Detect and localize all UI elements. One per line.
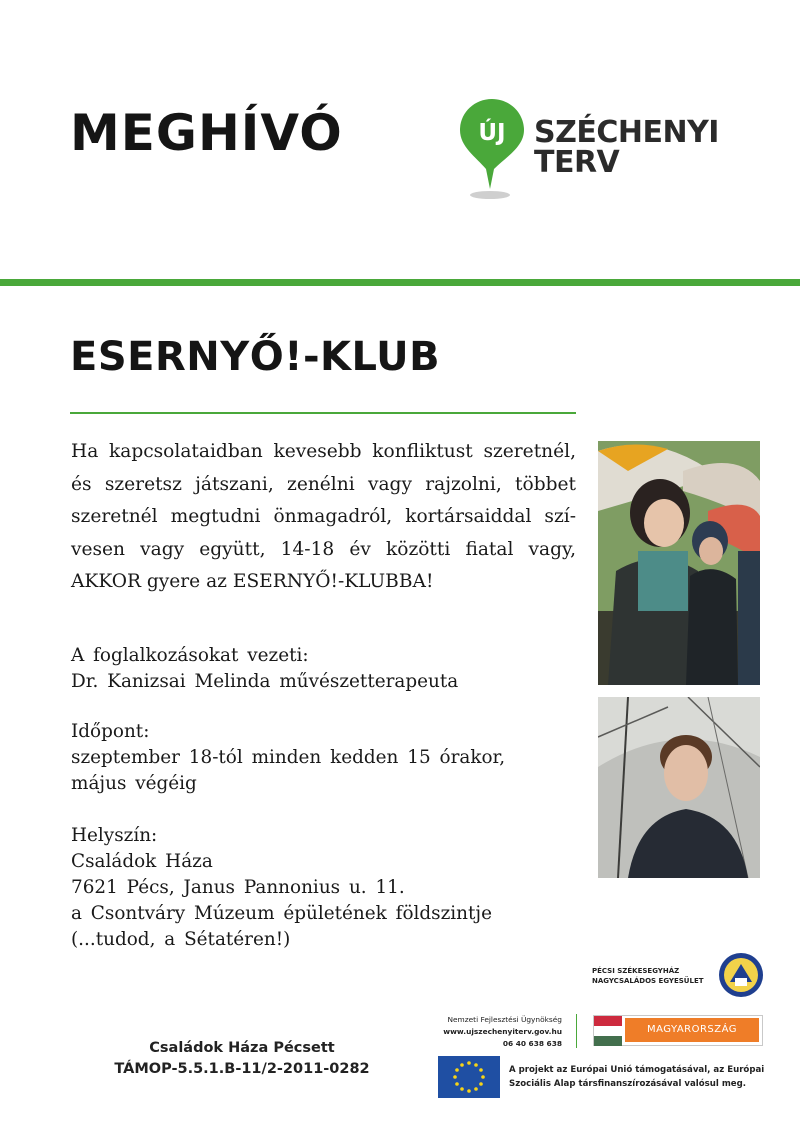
eu-funding-note (509, 1063, 764, 1091)
nfu-phone: 06 40 638 638 (502, 1039, 562, 1048)
leader-block (71, 643, 458, 695)
place-line: a Csontváry Múzeum épületének földszintje (71, 903, 493, 924)
time-line: szeptember 18-tól minden kedden 15 órakor, (71, 747, 506, 768)
time-block (71, 719, 505, 797)
eu-note-line: Szociális Alap társfinanszírozásával valósul meg. (509, 1079, 747, 1089)
intro-line: Ha kapcsolataidban kevesebb konfliktust szeretnél, (71, 441, 576, 462)
project-code: TÁMOP-5.5.1.B-11/2-2011-0282 (114, 1061, 370, 1077)
time-label: Időpont: (71, 721, 150, 742)
hungarian-flag-icon (594, 1016, 622, 1046)
uj-szechenyi-terv-pin-logo (458, 97, 526, 201)
title-underline (70, 412, 576, 414)
intro-line: vesen vagy együtt, 14-18 év közötti fiatal vagy, (71, 538, 576, 560)
place-block (71, 823, 492, 953)
place-line: (...tudod, a Sétatéren!) (71, 929, 291, 950)
logo-wordmark: SZÉCHENYI TERV (534, 115, 719, 180)
photo-boy-with-umbrella (598, 697, 760, 878)
footer-divider (576, 1014, 577, 1048)
nfu-name: Nemzeti Fejlesztési Ügynökség (447, 1015, 562, 1024)
page-title: MEGHÍVÓ (70, 104, 343, 162)
intro-line: és szeretsz játszani, zenélni vagy rajzolni, többet (71, 473, 576, 495)
photo-girl-with-umbrella (598, 441, 760, 685)
association-line: NAGYCSALÁDOS EGYESÜLET (592, 977, 704, 985)
time-line: május végéig (71, 773, 197, 794)
leader-label: A foglalkozásokat vezeti: (71, 645, 309, 666)
association-name (592, 966, 704, 986)
intro-line: AKKOR gyere az ESERNYŐ!-KLUBBA! (71, 571, 434, 593)
footer-organization (70, 1038, 414, 1080)
renewal-badge: MAGYARORSZÁG MEGÚJUL (625, 1018, 759, 1042)
nfu-contact (412, 1014, 562, 1050)
association-seal-icon (718, 952, 764, 998)
association-line: PÉCSI SZÉKESEGYHÁZ (592, 967, 680, 975)
intro-paragraph (71, 436, 576, 599)
place-label: Helyszín: (71, 825, 158, 846)
place-line: 7621 Pécs, Janus Pannonius u. 11. (71, 877, 405, 898)
header-divider (0, 279, 800, 286)
leader-name: Dr. Kanizsai Melinda művészetterapeuta (71, 671, 459, 692)
logo-pin-text: ÚJ (478, 120, 506, 146)
event-title: ESERNYŐ!-KLUB (70, 334, 441, 380)
place-line: Családok Háza (71, 851, 213, 872)
intro-line: szeretnél megtudni önmagadról, kortársaiddal szí- (71, 506, 576, 528)
eu-flag-icon (438, 1056, 500, 1098)
nfu-website: www.ujszechenyiterv.gov.hu (443, 1027, 562, 1036)
eu-note-line: A projekt az Európai Unió támogatásával, az Európai (509, 1065, 765, 1075)
organization-name: Családok Háza Pécsett (149, 1040, 335, 1056)
